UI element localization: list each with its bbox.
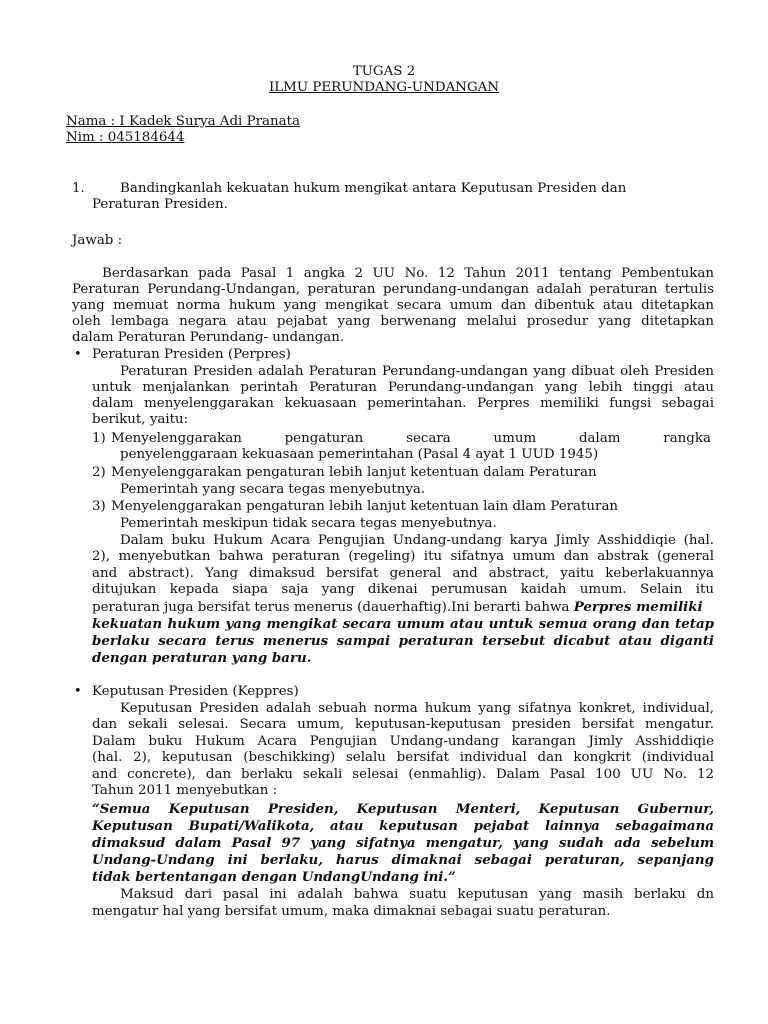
keppres-para-line: mengatur hal yang bersifat umum, maka dimaknai sebagai suatu peraturan. — [92, 904, 611, 919]
list-word: umum — [493, 431, 537, 446]
quote-line: “Semua Keputusan Presiden, Keputusan Menteri, Keputusan Gubernur, — [92, 801, 714, 817]
list-number: 2) — [92, 465, 106, 480]
keppres-para-line: Tahun 2011 menyebutkan : — [92, 783, 278, 798]
quote-line: Keputusan Bupati/Walikota, atau keputusan pejabat lainnya sebagaimana — [92, 818, 714, 834]
question-number: 1. — [72, 181, 85, 196]
answer-label: Jawab : — [72, 233, 123, 248]
perpres-para-line: 2), menyebutkan bahwa peraturan (regeling) itu sifatnya umum dan abstrak (general — [92, 549, 714, 564]
list-number: 3) — [92, 499, 106, 514]
student-name: Nama : I Kadek Surya Adi Pranata — [66, 114, 300, 129]
quote-line: dimaksud dalam Pasal 97 yang sifatnya mengatur, yang sudah ada sebelum — [92, 835, 714, 851]
keppres-para-line: Maksud dari pasal ini adalah bahwa suatu keputusan yang masih berlaku dn — [120, 887, 714, 902]
list-item-line: Menyelenggarakan pengaturan lebih lanjut ketentuan lain dlam Peraturan — [111, 499, 619, 514]
question-line: Peraturan Presiden. — [92, 197, 228, 212]
list-word: secara — [406, 431, 451, 446]
intro-line: yang memuat norma hukum yang mengikat secara umum dan dibentuk atau ditetapkan — [72, 298, 714, 313]
list-item-line: Menyelenggarakan pengaturan lebih lanjut ketentuan dalam Peraturan — [111, 465, 597, 480]
emphasis-line: berlaku secara terus menerus sampai peraturan tersebut dicabut atau diganti — [92, 633, 714, 649]
keppres-para-line: and concrete), dan berlaku sekali selesai (enmahlig). Dalam Pasal 100 UU No. 12 — [92, 767, 714, 782]
document-title: TUGAS 2 — [352, 64, 416, 79]
list-item-line: penyelenggaraan kekuasaan pemerintahan (Pasal 4 ayat 1 UUD 1945) — [120, 447, 599, 462]
quote-line: Undang-Undang ini berlaku, harus dimaknai sebagai peraturan, sepanjang — [92, 852, 714, 868]
perpres-para-line: Peraturan Presiden adalah Peraturan Perundang-undangan yang dibuat oleh Presiden — [120, 364, 714, 379]
emphasis-line: dengan peraturan yang baru. — [92, 650, 312, 666]
perpres-para-line: untuk menjalankan perintah Peraturan Perundang-undangan yang lebih tinggi atau — [92, 380, 714, 395]
bullet-symbol: • — [74, 347, 82, 362]
keppres-para-line: Keputusan Presiden adalah sebuah norma hukum yang sifatnya konkret, individual, — [120, 701, 714, 716]
list-word: rangka — [663, 431, 711, 446]
perpres-heading: Peraturan Presiden (Perpres) — [92, 347, 291, 362]
student-nim: Nim : 045184644 — [66, 130, 185, 145]
perpres-para-line — [92, 599, 703, 616]
keppres-para-line: (hal. 2), keputusan (beschikking) selalu bersifat individual dan kongkrit (individual — [92, 750, 714, 765]
perpres-para-line: berikut, yaitu: — [92, 412, 189, 427]
list-item-line: Pemerintah meskipun tidak secara tegas menyebutnya. — [120, 516, 497, 531]
keppres-heading: Keputusan Presiden (Keppres) — [92, 684, 299, 699]
intro-line: dalam Peraturan Perundang- undangan. — [72, 330, 345, 345]
keppres-para-line: Dalam buku Hukum Acara Pengujian Undang-undang karangan Jimly Asshiddiqie — [92, 734, 714, 749]
list-word: pengaturan — [284, 431, 364, 446]
perpres-para-line: Dalam buku Hukum Acara Pengujian Undang-undang karya Jimly Asshiddiqie (hal. — [120, 533, 714, 548]
perpres-para-line: and abstract). Yang dimaksud bersifat general and abstract, yaitu keberlakuannya — [92, 566, 714, 581]
keppres-para-line: dan sekali selesai. Secara umum, keputusan-keputusan presiden bersifat mengatur. — [92, 717, 714, 732]
document-subtitle: ILMU PERUNDANG-UNDANGAN — [268, 80, 500, 95]
intro-line: Peraturan Perundang-Undangan, peraturan perundang-undangan adalah peraturan tertulis — [72, 282, 714, 297]
plain-text: peraturan juga bersifat terus menerus (dauerhaftig).Ini berarti bahwa — [92, 600, 574, 615]
list-item-line: Pemerintah yang secara tegas menyebutnya. — [120, 482, 426, 497]
emphasis-text: Perpres memiliki — [573, 599, 703, 615]
question-line: Bandingkanlah kekuatan hukum mengikat antara Keputusan Presiden dan — [120, 181, 627, 196]
list-word: dalam — [578, 431, 621, 446]
quote-line: tidak bertentangan dengan UndangUndang ini.” — [92, 869, 456, 885]
list-number: 1) — [92, 431, 106, 446]
intro-line: oleh lembaga negara atau pejabat yang berwenang melalui prosedur yang ditetapkan — [72, 314, 714, 329]
emphasis-line: kekuatan hukum yang mengikat secara umum atau untuk semua orang dan tetap — [92, 616, 714, 632]
perpres-para-line: ditujukan kepada siapa saja yang dikenai perumusan kaidah umum. Selain itu — [92, 582, 714, 597]
perpres-para-line: dalam menyelenggarakan kekuasaan pemerintahan. Perpres memiliki fungsi sebagai — [92, 396, 714, 411]
intro-line: Berdasarkan pada Pasal 1 angka 2 UU No. 12 Tahun 2011 tentang Pembentukan — [102, 266, 714, 281]
list-word: Menyelenggarakan — [111, 431, 242, 446]
list-item-line — [111, 431, 711, 447]
bullet-symbol: • — [74, 684, 82, 699]
